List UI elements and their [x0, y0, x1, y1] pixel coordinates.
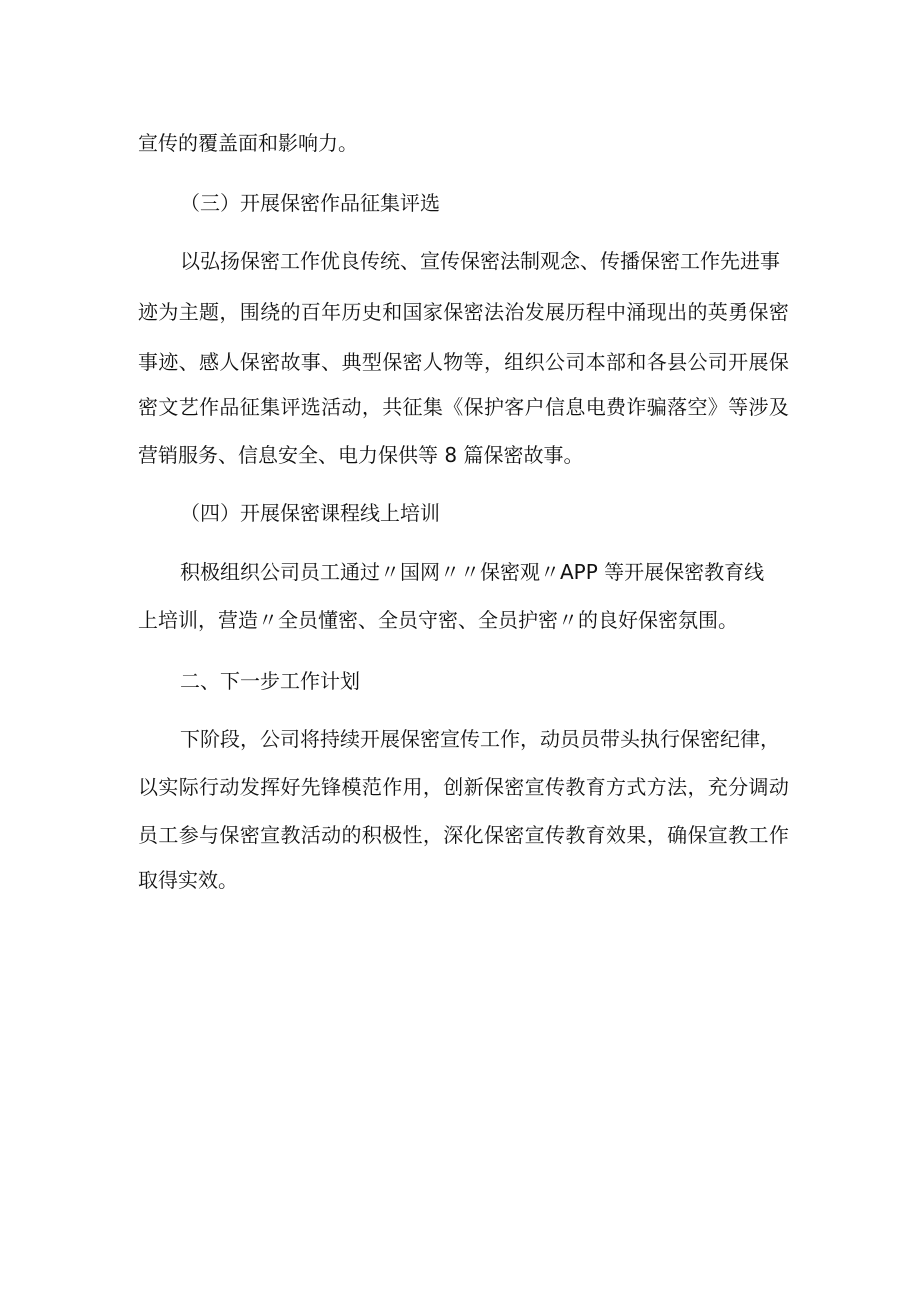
- paragraph-line: 以实际行动发挥好先锋模范作用，创新保密宣传教育方式方法，充分调动: [138, 775, 790, 799]
- paragraph-line: 取得实效。: [138, 868, 238, 892]
- paragraph-line: 以弘扬保密工作优良传统、宣传保密法制观念、传播保密工作先进事: [180, 249, 780, 273]
- paragraph-line: 上培训，营造〃全员懂密、全员守密、全员护密〃的良好保密氛围。: [138, 608, 738, 632]
- paragraph-line: 迹为主题，围绕的百年历史和国家保密法治发展历程中涌现出的英勇保密: [138, 300, 790, 324]
- paragraph-line: 事迹、感人保密故事、典型保密人物等，组织公司本部和各县公司开展保: [138, 350, 790, 374]
- paragraph-line: 营销服务、信息安全、电力保供等 8 篇保密故事。: [138, 443, 584, 467]
- paragraph-line: 积极组织公司员工通过〃国网〃〃保密观〃APP 等开展保密教育线: [180, 560, 765, 584]
- paragraph-line: 员工参与保密宣教活动的积极性，深化保密宣传教育效果，确保宣教工作: [138, 823, 790, 847]
- section-heading: （三）开展保密作品征集评选: [180, 191, 440, 215]
- paragraph-line: 密文艺作品征集评选活动，共征集《保护客户信息电费诈骗落空》等涉及: [138, 395, 790, 419]
- section-heading: 二、下一步工作计划: [180, 669, 360, 693]
- paragraph-line: 下阶段，公司将持续开展保密宣传工作，动员员带头执行保密纪律，: [180, 727, 780, 751]
- section-heading: （四）开展保密课程线上培训: [180, 501, 440, 525]
- paragraph-line: 宣传的覆盖面和影响力。: [138, 131, 358, 155]
